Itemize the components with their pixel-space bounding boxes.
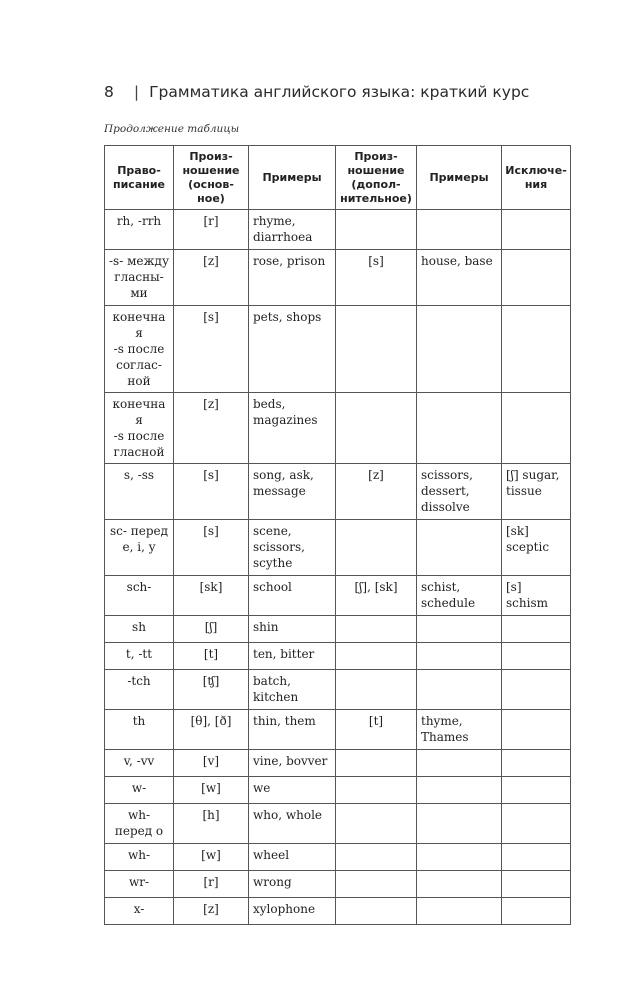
cell-spelling: конечная -s после соглас- ной	[105, 306, 174, 393]
table-row	[105, 777, 571, 804]
cell-alt-pronunciation	[336, 898, 417, 925]
cell-alt-pronunciation: [s]	[336, 250, 417, 306]
cell-examples: rhyme, diarrhoea	[249, 210, 336, 250]
table-row	[105, 804, 571, 844]
cell-alt-examples	[417, 393, 502, 464]
cell-alt-examples	[417, 844, 502, 871]
cell-pronunciation: [sk]	[174, 576, 249, 616]
cell-alt-pronunciation	[336, 844, 417, 871]
cell-examples: scene, scissors, scythe	[249, 520, 336, 576]
cell-exceptions: [s] schism	[502, 576, 571, 616]
cell-spelling: sc- перед e, i, y	[105, 520, 174, 576]
cell-alt-pronunciation	[336, 520, 417, 576]
cell-spelling: -s- между гласны- ми	[105, 250, 174, 306]
cell-spelling: wh-	[105, 844, 174, 871]
table-row	[105, 464, 571, 520]
cell-alt-examples	[417, 804, 502, 844]
cell-pronunciation: [s]	[174, 306, 249, 393]
cell-exceptions	[502, 710, 571, 750]
cell-alt-examples	[417, 616, 502, 643]
header-spelling: Право- писание	[105, 146, 174, 210]
cell-alt-examples	[417, 898, 502, 925]
cell-pronunciation: [ʃ]	[174, 616, 249, 643]
cell-examples: vine, bovver	[249, 750, 336, 777]
cell-examples: wheel	[249, 844, 336, 871]
cell-alt-pronunciation: [t]	[336, 710, 417, 750]
table-row	[105, 393, 571, 464]
cell-alt-examples	[417, 750, 502, 777]
cell-spelling: w-	[105, 777, 174, 804]
cell-spelling: x-	[105, 898, 174, 925]
cell-alt-pronunciation	[336, 804, 417, 844]
running-title: Грамматика английского языка: краткий курс	[149, 83, 530, 101]
cell-pronunciation: [w]	[174, 777, 249, 804]
cell-examples: batch, kitchen	[249, 670, 336, 710]
cell-pronunciation: [θ], [ð]	[174, 710, 249, 750]
cell-pronunciation: [t]	[174, 643, 249, 670]
cell-pronunciation: [ʧ]	[174, 670, 249, 710]
table-row	[105, 306, 571, 393]
cell-pronunciation: [z]	[174, 250, 249, 306]
cell-spelling: sch-	[105, 576, 174, 616]
cell-spelling: -tch	[105, 670, 174, 710]
cell-spelling: s, -ss	[105, 464, 174, 520]
cell-alt-pronunciation	[336, 670, 417, 710]
table-row	[105, 710, 571, 750]
table-row	[105, 898, 571, 925]
cell-alt-pronunciation	[336, 871, 417, 898]
cell-pronunciation: [s]	[174, 520, 249, 576]
cell-alt-examples: house, base	[417, 250, 502, 306]
cell-alt-pronunciation	[336, 210, 417, 250]
cell-alt-pronunciation	[336, 616, 417, 643]
cell-exceptions: [sk] sceptic	[502, 520, 571, 576]
cell-alt-pronunciation	[336, 777, 417, 804]
cell-exceptions	[502, 898, 571, 925]
table-header-row	[105, 146, 571, 210]
cell-exceptions	[502, 804, 571, 844]
cell-pronunciation: [r]	[174, 871, 249, 898]
cell-pronunciation: [z]	[174, 898, 249, 925]
table-row	[105, 250, 571, 306]
cell-alt-pronunciation	[336, 750, 417, 777]
cell-exceptions	[502, 306, 571, 393]
cell-examples: ten, bitter	[249, 643, 336, 670]
cell-spelling: конечная -s после гласной	[105, 393, 174, 464]
table-row	[105, 576, 571, 616]
cell-pronunciation: [v]	[174, 750, 249, 777]
cell-spelling: wr-	[105, 871, 174, 898]
table-row	[105, 871, 571, 898]
cell-alt-pronunciation: [ʃ], [sk]	[336, 576, 417, 616]
cell-alt-examples: scissors, dessert, dissolve	[417, 464, 502, 520]
cell-exceptions	[502, 210, 571, 250]
cell-spelling: v, -vv	[105, 750, 174, 777]
header-alt-pronunciation: Произ- ношение (допол- нительное)	[336, 146, 417, 210]
table-body	[105, 210, 571, 925]
cell-alt-pronunciation: [z]	[336, 464, 417, 520]
table-row	[105, 670, 571, 710]
cell-alt-examples: schist, schedule	[417, 576, 502, 616]
cell-exceptions	[502, 750, 571, 777]
cell-examples: shin	[249, 616, 336, 643]
header-separator: |	[133, 83, 140, 101]
cell-alt-examples	[417, 777, 502, 804]
table-row	[105, 643, 571, 670]
cell-spelling: rh, -rrh	[105, 210, 174, 250]
header-pronunciation: Произ- ношение (основ- ное)	[174, 146, 249, 210]
header-examples: Примеры	[249, 146, 336, 210]
header-exceptions: Исключе- ния	[502, 146, 571, 210]
cell-examples: we	[249, 777, 336, 804]
table-row	[105, 616, 571, 643]
cell-exceptions	[502, 643, 571, 670]
cell-pronunciation: [s]	[174, 464, 249, 520]
cell-alt-examples	[417, 210, 502, 250]
cell-alt-examples	[417, 306, 502, 393]
cell-exceptions	[502, 250, 571, 306]
cell-pronunciation: [z]	[174, 393, 249, 464]
cell-pronunciation: [w]	[174, 844, 249, 871]
cell-exceptions	[502, 871, 571, 898]
cell-alt-examples	[417, 643, 502, 670]
header-alt-examples: Примеры	[417, 146, 502, 210]
cell-exceptions	[502, 844, 571, 871]
cell-spelling: th	[105, 710, 174, 750]
cell-examples: thin, them	[249, 710, 336, 750]
cell-spelling: t, -tt	[105, 643, 174, 670]
cell-alt-pronunciation	[336, 306, 417, 393]
cell-pronunciation: [r]	[174, 210, 249, 250]
cell-examples: wrong	[249, 871, 336, 898]
cell-exceptions	[502, 777, 571, 804]
cell-exceptions	[502, 393, 571, 464]
table-continuation-note: Продолжение таблицы	[104, 123, 240, 135]
table-row	[105, 750, 571, 777]
cell-examples: xylophone	[249, 898, 336, 925]
cell-spelling: wh- перед o	[105, 804, 174, 844]
table-row	[105, 520, 571, 576]
cell-exceptions: [ʃ] sugar, tissue	[502, 464, 571, 520]
cell-exceptions	[502, 670, 571, 710]
pronunciation-table	[104, 145, 571, 925]
cell-pronunciation: [h]	[174, 804, 249, 844]
cell-alt-pronunciation	[336, 643, 417, 670]
running-header	[104, 83, 529, 101]
cell-examples: school	[249, 576, 336, 616]
cell-alt-examples: thyme, Thames	[417, 710, 502, 750]
cell-examples: song, ask, message	[249, 464, 336, 520]
cell-spelling: sh	[105, 616, 174, 643]
table-row	[105, 210, 571, 250]
cell-examples: rose, prison	[249, 250, 336, 306]
cell-examples: pets, shops	[249, 306, 336, 393]
cell-alt-examples	[417, 670, 502, 710]
table-row	[105, 844, 571, 871]
cell-examples: who, whole	[249, 804, 336, 844]
page-number: 8	[104, 83, 114, 101]
cell-exceptions	[502, 616, 571, 643]
cell-alt-examples	[417, 871, 502, 898]
cell-alt-examples	[417, 520, 502, 576]
cell-examples: beds, magazines	[249, 393, 336, 464]
cell-alt-pronunciation	[336, 393, 417, 464]
